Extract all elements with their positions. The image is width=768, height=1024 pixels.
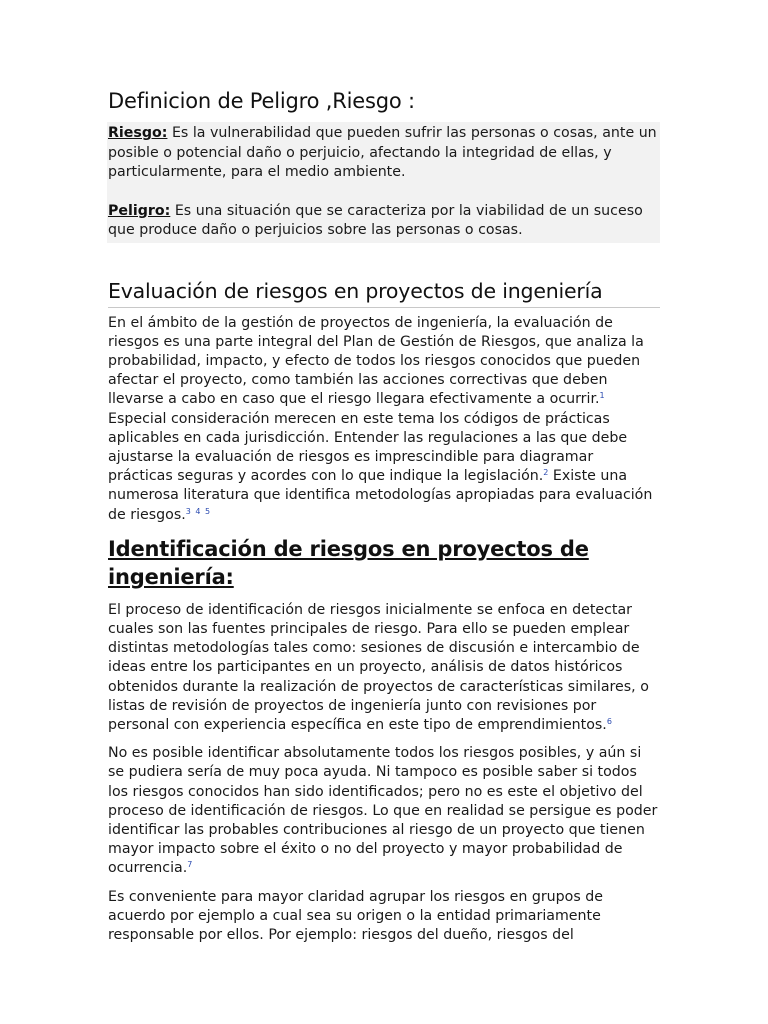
footnote-ref-4[interactable]: 4	[195, 506, 201, 516]
identification-paragraph-1	[108, 601, 660, 735]
peligro-term: Peligro:	[108, 202, 171, 219]
peligro-text: Es una situación que se caracteriza por la viabilidad de un suceso que produce daño o perjuicios sobre las personas o cosas.	[108, 202, 643, 238]
identification-paragraph-2	[108, 744, 660, 878]
footnote-ref-2[interactable]: 2	[543, 468, 549, 478]
footnote-ref-7[interactable]: 7	[187, 860, 193, 870]
evaluation-heading: Evaluación de riesgos en proyectos de ingeniería	[108, 277, 660, 308]
evaluation-text-a: En el ámbito de la gestión de proyectos de ingeniería, la evaluación de riesgos es una parte integral del Plan de Gestión de Riesgos, que analiza la probabilidad, impacto, y efecto de todos los riesgos conocidos que pueden afectar el proyecto, como también las acciones correctivas que deben llevarse a cabo en caso que el riesgo llegara efectivamente a ocurrir.	[108, 314, 644, 408]
evaluation-paragraph	[108, 314, 660, 525]
definitions-heading: Definicion de Peligro ,Riesgo :	[108, 89, 415, 113]
footnote-ref-1[interactable]: 1	[599, 391, 605, 401]
footnote-ref-5[interactable]: 5	[204, 506, 211, 516]
riesgo-term: Riesgo:	[108, 125, 168, 141]
identification-text-2: No es posible identificar absolutamente todos los riesgos posibles, y aún si se pudiera sería de muy poca ayuda. Ni tampoco es posible saber si todos los riesgos conocidos han sido identificados; pero no es este el objetivo del proceso de identificación de riesgos. Lo que en realidad se persigue es poder identificar las probables contribuciones al riesgo de un proyecto que tienen mayor impacto sobre el éxito o no del proyecto y mayor probabilidad de ocurrencia.	[108, 745, 658, 877]
evaluation-text-c: Existe una numerosa literatura que identifica metodologías apropiadas para evaluación de riesgos.	[108, 468, 653, 523]
riesgo-text: Es la vulnerabilidad que pueden sufrir las personas o cosas, ante un posible o potencial daño o perjuicio, afectando la integridad de ellas, y particularmente, para el medio ambiente.	[108, 125, 657, 180]
identification-text-1: El proceso de identificación de riesgos inicialmente se enfoca en detectar cuales son las fuentes principales de riesgo. Para ello se pueden emplear distintas metodologías tales como: sesiones de discusión e intercambio de ideas entre los participantes en un proyecto, análisis de datos históricos obtenidos durante la realización de proyectos de características similares, o listas de revisión de proyectos de ingeniería junto con revisiones por personal con experiencia específica en este tipo de emprendimientos.	[108, 601, 649, 733]
footnote-ref-6[interactable]: 6	[606, 716, 612, 726]
peligro-definition	[108, 202, 658, 241]
document-page	[108, 86, 660, 945]
footnote-ref-3[interactable]: 3	[185, 506, 191, 516]
riesgo-definition	[108, 124, 658, 183]
identification-heading: Identificación de riesgos en proyectos de ingeniería:	[108, 536, 589, 589]
evaluation-text-b: Especial consideración merecen en este tema los códigos de prácticas aplicables en cada jurisdicción. Entender las regulaciones a las que debe ajustarse la evaluación de riesgos es imprescindible para diagramar prácticas seguras y acordes con lo que indique la legislación.	[108, 410, 628, 485]
definitions-box	[107, 122, 660, 243]
identification-paragraph-3: Es conveniente para mayor claridad agrupar los riesgos en grupos de acuerdo por ejemplo a cual sea su origen o la entidad primariamente responsable por ellos. Por ejemplo: riesgos del dueño, riesgos del	[108, 888, 603, 943]
